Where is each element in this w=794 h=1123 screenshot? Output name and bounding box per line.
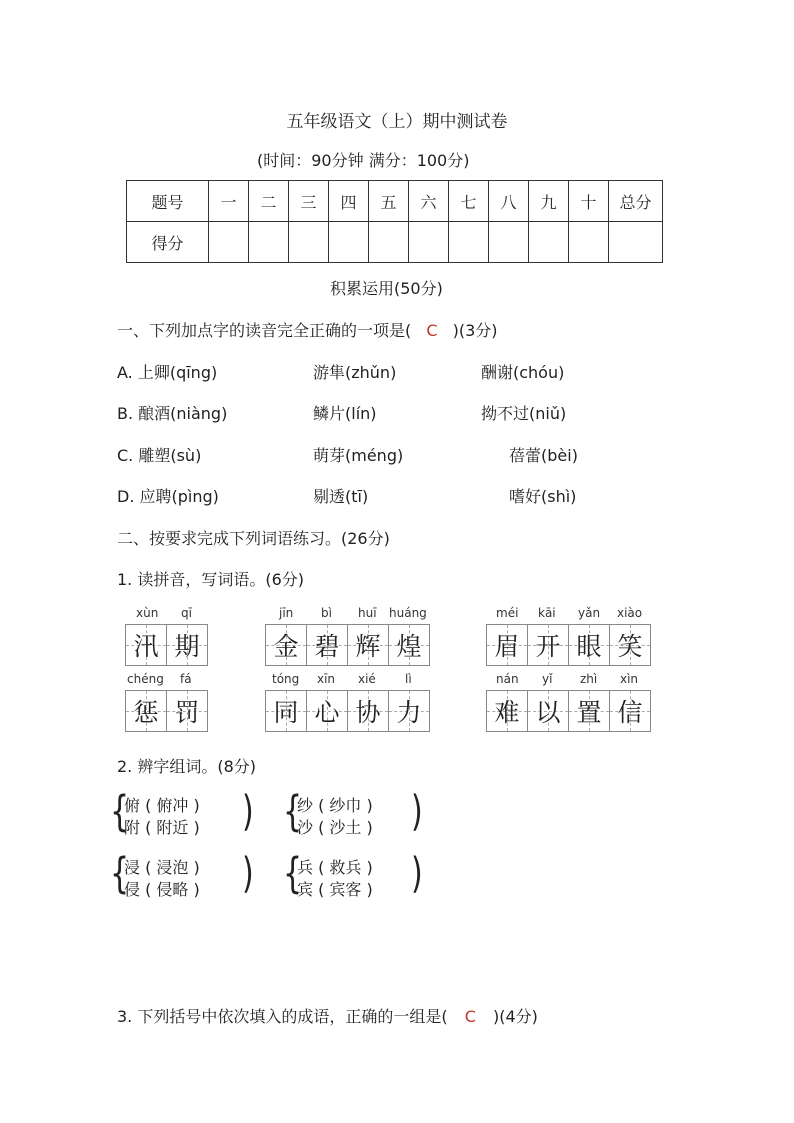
- column-header: 十: [569, 181, 609, 222]
- pinyin-label: lì: [405, 672, 412, 686]
- score-cell[interactable]: [369, 222, 409, 263]
- word-pair-item: 纱 ( 纱巾 ): [297, 796, 373, 815]
- character-grid: [265, 624, 430, 666]
- column-header: 三: [289, 181, 329, 222]
- pinyin-label: méi: [496, 606, 519, 620]
- character-cell: 眉: [487, 625, 528, 665]
- character-cell: 信: [610, 691, 650, 731]
- score-cell[interactable]: [289, 222, 329, 263]
- column-header: 五: [369, 181, 409, 222]
- pinyin-label: yǎn: [578, 606, 601, 620]
- character-cell: 以: [528, 691, 569, 731]
- score-table: [126, 180, 663, 263]
- score-cell[interactable]: [529, 222, 569, 263]
- option-b-3: 拗不过(niǔ): [481, 404, 567, 423]
- sub-question-1: 1. 读拼音，写词语。(6分): [117, 570, 305, 589]
- question-1: [117, 318, 498, 341]
- score-cell[interactable]: [489, 222, 529, 263]
- question-text: 3. 下列括号中依次填入的成语，正确的一组是(: [117, 1007, 448, 1026]
- option-d-2: 剔透(tī): [313, 487, 369, 506]
- table-row: [127, 181, 663, 222]
- column-header: 二: [249, 181, 289, 222]
- right-bracket: ): [411, 849, 423, 899]
- pinyin-label: chéng: [127, 672, 164, 686]
- score-cell[interactable]: [449, 222, 489, 263]
- character-cell: 协: [348, 691, 389, 731]
- option-c-2: 萌芽(méng): [313, 446, 404, 465]
- character-cell: 眼: [569, 625, 610, 665]
- question-2-heading: 二、按要求完成下列词语练习。(26分): [117, 529, 390, 548]
- character-grid: [486, 624, 651, 666]
- word-pair-item: 浸 ( 浸泡 ): [124, 858, 200, 877]
- pinyin-label: xīn: [317, 672, 336, 686]
- page-title: 五年级语文（上）期中测试卷: [286, 112, 508, 132]
- character-cell: 罚: [167, 691, 207, 731]
- left-brace: {: [283, 849, 303, 899]
- character-cell: 辉: [348, 625, 389, 665]
- word-pair-item: 兵 ( 救兵 ): [297, 858, 373, 877]
- option-a-2: 游隼(zhǔn): [313, 363, 397, 382]
- column-header: 八: [489, 181, 529, 222]
- pinyin-label: yǐ: [542, 672, 553, 686]
- character-cell: 期: [167, 625, 207, 665]
- right-bracket: ): [242, 787, 254, 837]
- table-row: [127, 222, 663, 263]
- exam-info: (时间：90分钟 满分：100分): [257, 151, 470, 170]
- column-header: 一: [209, 181, 249, 222]
- left-brace: {: [110, 849, 130, 899]
- option-d-3: 嗜好(shì): [509, 487, 577, 506]
- option-b-1: B. 酿酒(niàng): [117, 404, 228, 423]
- score-cell[interactable]: [249, 222, 289, 263]
- character-cell: 碧: [307, 625, 348, 665]
- score-cell[interactable]: [329, 222, 369, 263]
- character-grid: [265, 690, 430, 732]
- row-label: 题号: [127, 181, 209, 222]
- character-grid: [125, 690, 208, 732]
- character-cell: 同: [266, 691, 307, 731]
- word-pair-item: 宾 ( 宾客 ): [297, 880, 373, 899]
- character-cell: 难: [487, 691, 528, 731]
- pinyin-label: nán: [496, 672, 519, 686]
- score-cell[interactable]: [569, 222, 609, 263]
- character-cell: 金: [266, 625, 307, 665]
- question-score: )(3分): [452, 321, 498, 340]
- pinyin-label: xié: [358, 672, 376, 686]
- pinyin-label: xìn: [620, 672, 639, 686]
- word-pair-item: 俯 ( 俯冲 ): [124, 796, 200, 815]
- left-brace: {: [110, 787, 130, 837]
- word-pair-item: 沙 ( 沙土 ): [297, 818, 373, 837]
- score-cell[interactable]: [409, 222, 449, 263]
- option-a-1: A. 上卿(qīng): [117, 363, 218, 382]
- column-header: 总分: [609, 181, 663, 222]
- character-cell: 力: [389, 691, 429, 731]
- right-bracket: ): [242, 849, 254, 899]
- character-cell: 置: [569, 691, 610, 731]
- pinyin-label: xiào: [617, 606, 643, 620]
- word-pair-item: 侵 ( 侵略 ): [124, 880, 200, 899]
- pinyin-label: jīn: [279, 606, 294, 620]
- character-cell: 惩: [126, 691, 167, 731]
- pinyin-label: fá: [180, 672, 192, 686]
- row-label: 得分: [127, 222, 209, 263]
- pinyin-label: xùn: [136, 606, 159, 620]
- option-c-3: 蓓蕾(bèi): [509, 446, 578, 465]
- option-c-1: C. 雕塑(sù): [117, 446, 202, 465]
- option-d-1: D. 应聘(pìng): [117, 487, 219, 506]
- character-cell: 煌: [389, 625, 429, 665]
- character-cell: 开: [528, 625, 569, 665]
- left-brace: {: [283, 787, 303, 837]
- column-header: 六: [409, 181, 449, 222]
- pinyin-label: huáng: [389, 606, 427, 620]
- pinyin-label: huī: [358, 606, 377, 620]
- sub-question-3: [117, 1004, 538, 1027]
- character-cell: 心: [307, 691, 348, 731]
- column-header: 九: [529, 181, 569, 222]
- score-cell[interactable]: [609, 222, 663, 263]
- pinyin-label: zhì: [580, 672, 598, 686]
- pinyin-label: qī: [181, 606, 192, 620]
- character-cell: 汛: [126, 625, 167, 665]
- sub-question-2: 2. 辨字组词。(8分): [117, 757, 257, 776]
- right-bracket: ): [411, 787, 423, 837]
- option-a-3: 酬谢(chóu): [481, 363, 565, 382]
- pinyin-label: bì: [321, 606, 332, 620]
- question-text: 一、下列加点字的读音完全正确的一项是(: [117, 321, 412, 340]
- word-pair-item: 附 ( 附近 ): [124, 818, 200, 837]
- pinyin-label: kāi: [538, 606, 556, 620]
- option-b-2: 鳞片(lín): [313, 404, 377, 423]
- answer-mark: C: [464, 1007, 476, 1026]
- column-header: 四: [329, 181, 369, 222]
- character-grid: [486, 690, 651, 732]
- answer-mark: C: [426, 321, 438, 340]
- score-cell[interactable]: [209, 222, 249, 263]
- column-header: 七: [449, 181, 489, 222]
- character-grid: [125, 624, 208, 666]
- pinyin-label: tóng: [272, 672, 300, 686]
- question-score: )(4分): [492, 1007, 538, 1026]
- character-cell: 笑: [610, 625, 650, 665]
- section-heading: 积累运用(50分): [330, 279, 443, 298]
